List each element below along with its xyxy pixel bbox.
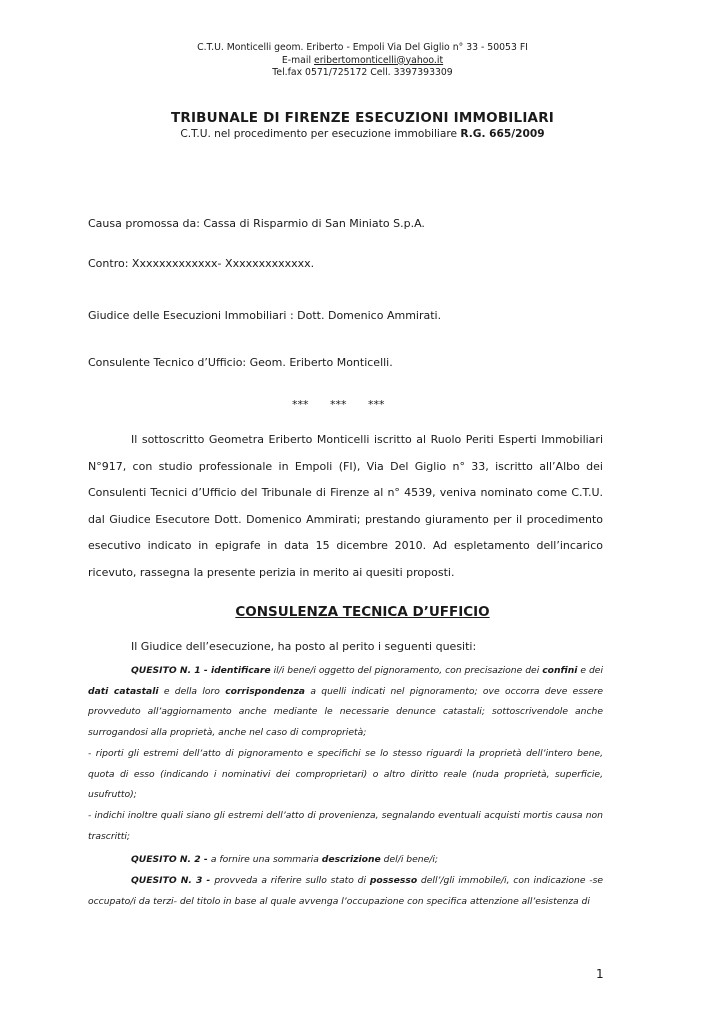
subtitle-text: C.T.U. nel procedimento per esecuzione immobiliare <box>180 128 461 140</box>
quesito-2 <box>88 850 603 871</box>
document-subtitle <box>0 128 725 140</box>
page-number: 1 <box>596 967 604 981</box>
consulente-line: Consulente Tecnico d’Ufficio: Geom. Eriberto Monticelli. <box>88 356 393 369</box>
document-title: TRIBUNALE DI FIRENZE ESECUZIONI IMMOBILIARI <box>170 110 555 126</box>
quesito-1-keyword-corrispondenza: corrispondenza <box>225 685 305 697</box>
quesito-2-text-b: del/i bene/i; <box>380 854 438 865</box>
quesito-3-text-a: provveda a riferire sullo stato di <box>214 875 370 886</box>
case-number: R.G. 665/2009 <box>460 128 545 140</box>
quesito-1-text-a: il/i bene/i oggetto del pignoramento, con precisazione dei <box>270 665 543 676</box>
quesito-1-keyword: identificare <box>210 665 271 676</box>
contro-line: Contro: Xxxxxxxxxxxxx- Xxxxxxxxxxxxx. <box>88 257 315 270</box>
email-label: E-mail <box>281 54 314 66</box>
separator-stars: *** *** *** <box>292 398 385 411</box>
quesiti-intro: Il Giudice dell’esecuzione, ha posto al perito i seguenti quesiti: <box>131 640 477 653</box>
quesito-1-provenienza: - indichi inoltre quali siano gli estremi dell’atto di provenienza, segnalando eventuali acquisti mortis causa non trascritti; <box>88 809 603 842</box>
causa-line: Causa promossa da: Cassa di Risparmio di San Miniato S.p.A. <box>88 217 425 230</box>
intro-paragraph: Il sottoscritto Geometra Eriberto Monticelli iscritto al Ruolo Periti Esperti Immobiliari N°917, con studio professionale in Empoli (FI), Via Del Giglio n° 33, iscritto all’Albo dei Consulenti Tecnici d’Ufficio del Tribunale di Firenze al n° 4539, veniva nominato come C.T.U. dal Giudice Esecutore Dott. Domenico Ammirati; prestando giuramento per il procedimento esecutivo indicato in epigrafe in data 15 dicembre 2010. Ad espletamento dell’incarico ricevuto, rassegna la presente perizia in merito ai quesiti proposti. <box>88 433 603 579</box>
quesito-1-text-c: e della loro <box>158 685 226 697</box>
quesito-1-keyword-confini: confini <box>542 665 578 676</box>
quesito-1-keyword-catastali: dati catastali <box>88 685 159 697</box>
section-title: CONSULENZA TECNICA D’UFFICIO <box>235 604 490 620</box>
quesito-1-pignoramento: - riporti gli estremi dell’atto di pignoramento e specifichi se lo stesso riguardi la proprietà dell’intero bene, quota di esso (indicando i nominativi dei comproprietari) o altro diritto reale (nuda proprietà, superficie, usufrutto); <box>88 747 603 801</box>
quesito-1-label: QUESITO N. 1 - <box>131 665 211 676</box>
quesito-2-label: QUESITO N. 2 - <box>131 854 211 865</box>
quesito-3-label: QUESITO N. 3 - <box>131 875 215 886</box>
quesito-1-text-d: a quelli indicati nel pignoramento; ove occorra deve essere provveduto all’aggiornamento anche mediante le necessarie denunce catastali; sottoscrivendole anche surrogandosi alla proprietà, anche nel caso di comproprietà; <box>88 685 603 739</box>
quesito-1 <box>88 661 603 847</box>
letterhead-phone: Tel.fax 0571/725172 Cell. 3397393309 <box>272 67 453 78</box>
quesito-2-keyword: descrizione <box>321 854 381 865</box>
email-link[interactable]: eribertomonticelli@yahoo.it <box>313 54 444 66</box>
letterhead-email-line <box>0 55 725 68</box>
giudice-line: Giudice delle Esecuzioni Immobiliari : Dott. Domenico Ammirati. <box>88 309 442 322</box>
quesito-2-text-a: a fornire una sommaria <box>210 854 322 865</box>
quesito-3-text-b: dell’/gli immobile/i, con indicazione -se occupato/i da terzi- del titolo in base al quale avvenga l’occupazione con specifica attenzione all’esistenza di <box>88 875 604 907</box>
letterhead <box>0 42 725 80</box>
quesito-3 <box>88 871 603 912</box>
quesito-1-text-b: e dei <box>577 665 604 676</box>
letterhead-address: C.T.U. Monticelli geom. Eriberto - Empoli Via Del Giglio n° 33 - 50053 FI <box>197 42 528 53</box>
quesito-3-keyword: possesso <box>369 875 418 886</box>
